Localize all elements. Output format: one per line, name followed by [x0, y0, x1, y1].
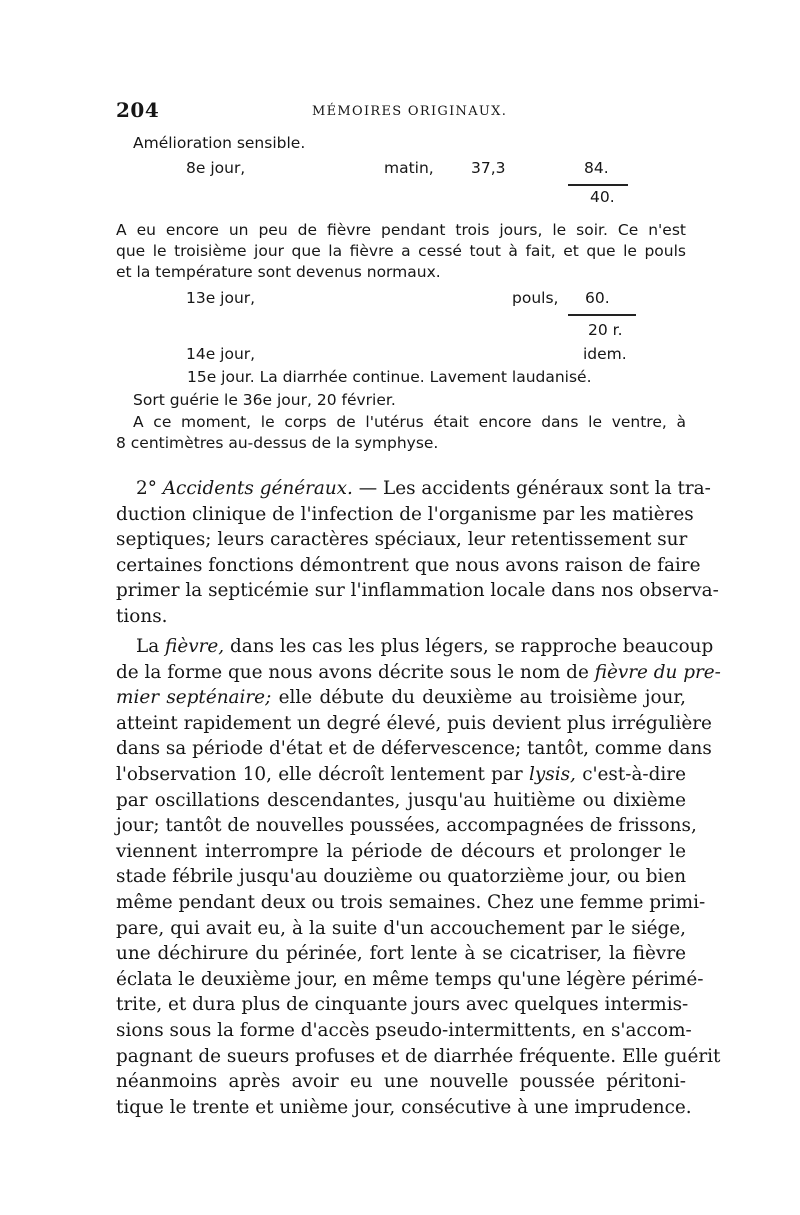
fever-line: même pendant deux ou trois semaines. Chez une femme primi-: [116, 891, 706, 913]
section-line: septiques; leurs caractères spéciaux, leur retentissement sur: [116, 529, 688, 551]
fever-text: dans les cas les plus légers, se rapproche beaucoup: [229, 636, 714, 657]
uterus-note-paragraph: [116, 412, 686, 454]
fever-line: pagnant de sueurs profuses et de diarrhée fréquente. Elle guérit: [116, 1045, 721, 1067]
fever-line: dans sa période d'état et de défervescence; tantôt, comme dans: [116, 738, 712, 760]
fever-note-line: et la température sont devenus normaux.: [116, 263, 441, 281]
fever-line: éclata le deuxième jour, en même temps qu'une légère périmé-: [116, 968, 704, 990]
day8-fraction-rule: [568, 184, 628, 186]
fever-line: [116, 634, 714, 660]
section-line-text: Les accidents généraux sont la tra-: [383, 478, 711, 499]
fever-term: fièvre,: [165, 636, 225, 657]
uterus-note-line: A ce moment, le corps de l'utérus était encore dans le ventre, à: [133, 413, 686, 431]
section-line: certaines fonctions démontrent que nous avons raison de faire: [116, 554, 701, 576]
discharge-note: Sort guérie le 36e jour, 20 février.: [133, 391, 396, 409]
day13-pulse: 60.: [585, 289, 610, 307]
fever-line: une déchirure du périnée, fort lente à se cicatriser, la fièvre: [116, 943, 686, 965]
section-line: duction clinique de l'infection de l'organisme par les matières: [116, 503, 694, 525]
fever-line: trite, et dura plus de cinquante jours avec quelques intermis-: [116, 994, 689, 1016]
day13-label: 13e jour,: [186, 289, 256, 307]
day8-pulse: 84.: [584, 159, 609, 177]
uterus-note-line: 8 centimètres au-dessus de la symphyse.: [116, 434, 439, 452]
fever-text: elle débute du deuxième au troisième jour,: [278, 687, 686, 709]
day13-pulse-label: pouls,: [512, 289, 559, 307]
section-line: primer la septicémie sur l'inflammation locale dans nos observa-: [116, 580, 719, 602]
fever-line: tique le trente et unième jour, consécutive à une imprudence.: [116, 1096, 692, 1118]
day14-value: idem.: [583, 345, 627, 363]
fever-line: néanmoins après avoir eu une nouvelle poussée péritoni-: [116, 1071, 686, 1093]
day13-fraction-rule: [568, 314, 636, 316]
fever-line: sions sous la forme d'accès pseudo-intermittents, en s'accom-: [116, 1019, 692, 1041]
fever-term: lysis,: [529, 763, 576, 785]
case-note-improvement: Amélioration sensible.: [133, 134, 306, 152]
day8-time: matin,: [384, 159, 434, 177]
fever-text: l'observation 10, elle décroît lentement par: [116, 763, 523, 785]
day14-label: 14e jour,: [186, 345, 256, 363]
section-first-line: [116, 476, 711, 502]
fever-line: [116, 685, 686, 711]
section-dash: —: [358, 478, 378, 499]
fever-line: [116, 660, 721, 686]
section-accidents-generaux: [116, 476, 719, 630]
fever-line: par oscillations descendantes, jusqu'au huitième ou dixième: [116, 789, 686, 811]
fever-line: atteint rapidement un degré élevé, puis devient plus irrégulière: [116, 712, 712, 734]
fever-term: fièvre du pre-: [594, 661, 721, 683]
fever-paragraph: [116, 634, 721, 1120]
day8-respiration: 40.: [590, 188, 615, 206]
fever-line: viennent interrompre la période de décours et prolonger le: [116, 840, 686, 862]
fever-note-line: que le troisième jour que la fièvre a cessé tout à fait, et que le pouls: [116, 242, 686, 260]
page-number: 204: [116, 98, 160, 122]
running-head: MÉMOIRES ORIGINAUX.: [312, 104, 508, 119]
fever-note-line: A eu encore un peu de fièvre pendant trois jours, le soir. Ce n'est: [116, 221, 686, 239]
fever-line: [116, 762, 686, 788]
fever-text: c'est-à-dire: [582, 763, 686, 785]
fever-line: jour; tantôt de nouvelles poussées, accompagnées de frissons,: [116, 815, 697, 837]
day13-respiration: 20 r.: [588, 321, 623, 339]
section-line: tions.: [116, 605, 168, 627]
fever-text: La: [136, 636, 160, 657]
day8-temperature: 37,3: [471, 159, 506, 177]
section-number: 2°: [136, 478, 157, 499]
day8-label: 8e jour,: [186, 159, 246, 177]
fever-line: stade fébrile jusqu'au douzième ou quatorzième jour, ou bien: [116, 866, 687, 888]
fever-text: de la forme que nous avons décrite sous le nom de: [116, 661, 589, 683]
fever-note-paragraph: [116, 220, 686, 283]
day15-note: 15e jour. La diarrhée continue. Lavement laudanisé.: [187, 368, 592, 386]
fever-line: pare, qui avait eu, à la suite d'un accouchement par le siége,: [116, 917, 686, 939]
fever-term: mier septénaire;: [116, 687, 272, 709]
section-heading: Accidents généraux.: [162, 478, 353, 499]
